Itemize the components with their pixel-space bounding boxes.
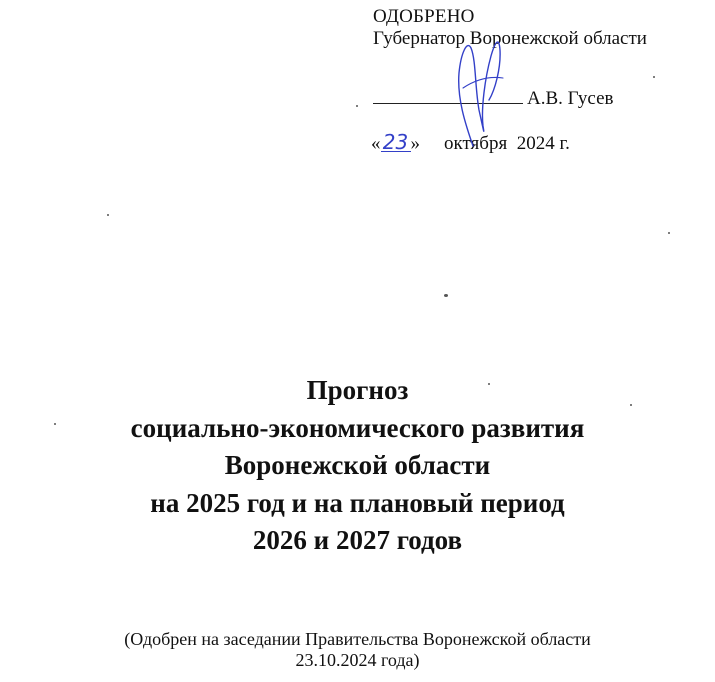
- approval-date: [371, 130, 570, 155]
- approval-heading: ОДОБРЕНО: [373, 6, 475, 27]
- title-line-5: 2026 и 2027 годов: [252, 525, 463, 555]
- scan-speck: [653, 76, 655, 78]
- date-month: октября: [444, 133, 508, 154]
- date-day-handwritten: 23: [381, 133, 411, 152]
- scan-speck: [54, 423, 56, 425]
- scan-speck: [668, 232, 670, 234]
- scan-speck: [356, 105, 358, 107]
- scan-speck: [107, 214, 109, 216]
- date-year: 2024 г.: [516, 133, 570, 154]
- scan-speck: [488, 383, 490, 385]
- scan-speck: [444, 294, 448, 297]
- title-line-4: на 2025 год и на плановый период: [150, 487, 565, 518]
- signature-line: [373, 85, 613, 110]
- date-open-quote: «: [371, 133, 381, 154]
- title-line-3: Воронежской области: [224, 450, 491, 480]
- date-close-quote: »: [410, 133, 420, 154]
- scan-speck: [630, 404, 632, 406]
- note-line-1: (Одобрен на заседании Правительства Воронежской области: [124, 629, 591, 649]
- signature-blank: [373, 85, 523, 104]
- approver-name: А.В. Гусев: [527, 88, 614, 109]
- approver-position: Губернатор Воронежской области: [373, 28, 647, 49]
- note-line-2: 23.10.2024 года): [295, 650, 420, 670]
- title-line-1: Прогноз: [306, 375, 409, 405]
- approval-block: [373, 6, 703, 50]
- document-title: [0, 372, 715, 560]
- title-line-2: социально-экономического развития: [130, 412, 585, 443]
- approval-note: [0, 629, 715, 671]
